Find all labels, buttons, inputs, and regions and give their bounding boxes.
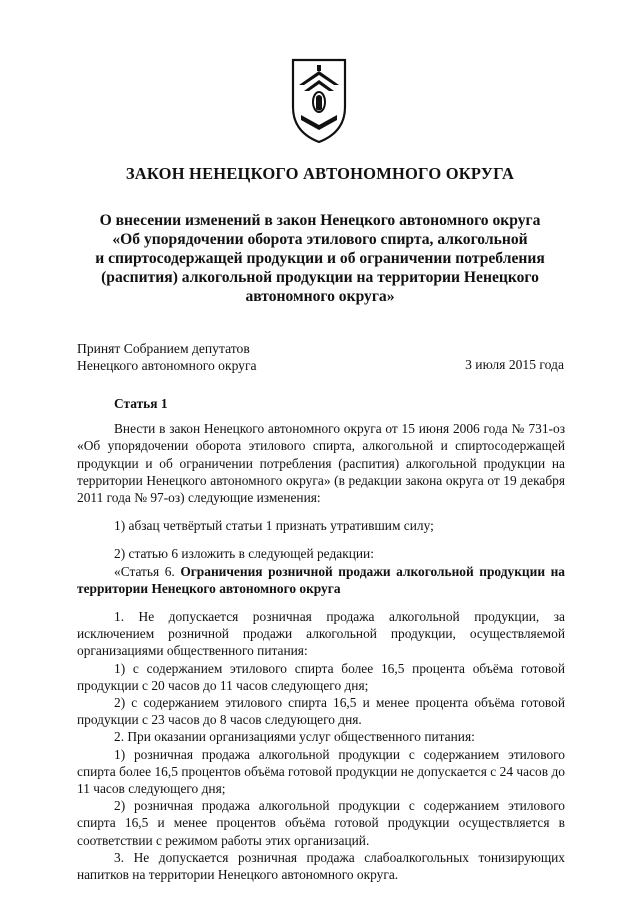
amendment-item: 2) статью 6 изложить в следующей редакции: [114, 546, 374, 562]
article6-prefix: «Статья 6. [114, 563, 181, 579]
law-paragraph: 3. Не допускается розничная продажа слабоалкогольных тонизирующих напитков на территории Ненецкого автономного округа. [77, 849, 565, 883]
subtitle-line: автономного округа» [245, 288, 395, 305]
law-paragraph: 2. При оказании организациями услуг общественного питания: [114, 729, 475, 745]
article6-heading [77, 563, 565, 597]
subtitle-line: О внесении изменений в закон Ненецкого автономного округа [99, 212, 541, 229]
adopted-by [77, 340, 257, 374]
article-heading: Статья 1 [114, 396, 168, 411]
law-paragraph: 2) с содержанием этилового спирта 16,5 и менее процента объёма готовой продукции с 23 часов до 8 часов следующего дня. [77, 695, 565, 728]
subtitle-line: (распития) алкогольной продукции на территории Ненецкого [101, 269, 539, 286]
law-paragraph: 1. Не допускается розничная продажа алкогольной продукции, за исключением розничной продажи алкогольной продукции, осуществляемой организациями общественного питания: [77, 609, 565, 659]
adopted-line: Ненецкого автономного округа [77, 358, 257, 373]
intro-paragraph: Внести в закон Ненецкого автономного округа от 15 июня 2006 года № 731-оз «Об упорядочении оборота этилового спирта, алкогольной и спиртосодержащей продукции и об ограничении потребления (распития) алкогольной продукции на территории Ненецкого автономного округа» (в редакции закона округа от 19 декабря 2011 года № 97-оз) следующие изменения: [77, 421, 565, 506]
subtitle-line: и спиртосодержащей продукции и об ограничении потребления [95, 250, 545, 267]
law-paragraph: 1) розничная продажа алкогольной продукции с содержанием этилового спирта более 16,5 процентов объёма готовой продукции не допускается с 24 часов до 11 часов следующего дня; [77, 746, 565, 797]
law-paragraph: 1) с содержанием этилового спирта более 16,5 процента объёма готовой продукции с 20 часов до 11 часов следующего дня; [77, 660, 565, 693]
adopted-line: Принят Собранием депутатов [77, 341, 250, 356]
law-title: ЗАКОН НЕНЕЦКОГО АВТОНОМНОГО ОКРУГА [125, 164, 515, 183]
coat-of-arms-icon [290, 57, 348, 144]
subtitle-line: «Об упорядочении оборота этилового спирта, алкогольной [112, 231, 528, 248]
law-body [77, 395, 565, 883]
article6-title: Ограничения розничной продажи алкогольной продукции на территории Ненецкого автономного округа [77, 563, 566, 596]
adoption-date: 3 июля 2015 года [465, 357, 564, 372]
law-subtitle [70, 211, 570, 306]
amendment-item: 1) абзац четвёртый статьи 1 признать утратившим силу; [114, 518, 434, 534]
law-paragraph: 2) розничная продажа алкогольной продукции с содержанием этилового спирта 16,5 и менее процентов объёма готовой продукции осуществляется в соответствии с режимом работы этих организаций. [77, 798, 565, 848]
